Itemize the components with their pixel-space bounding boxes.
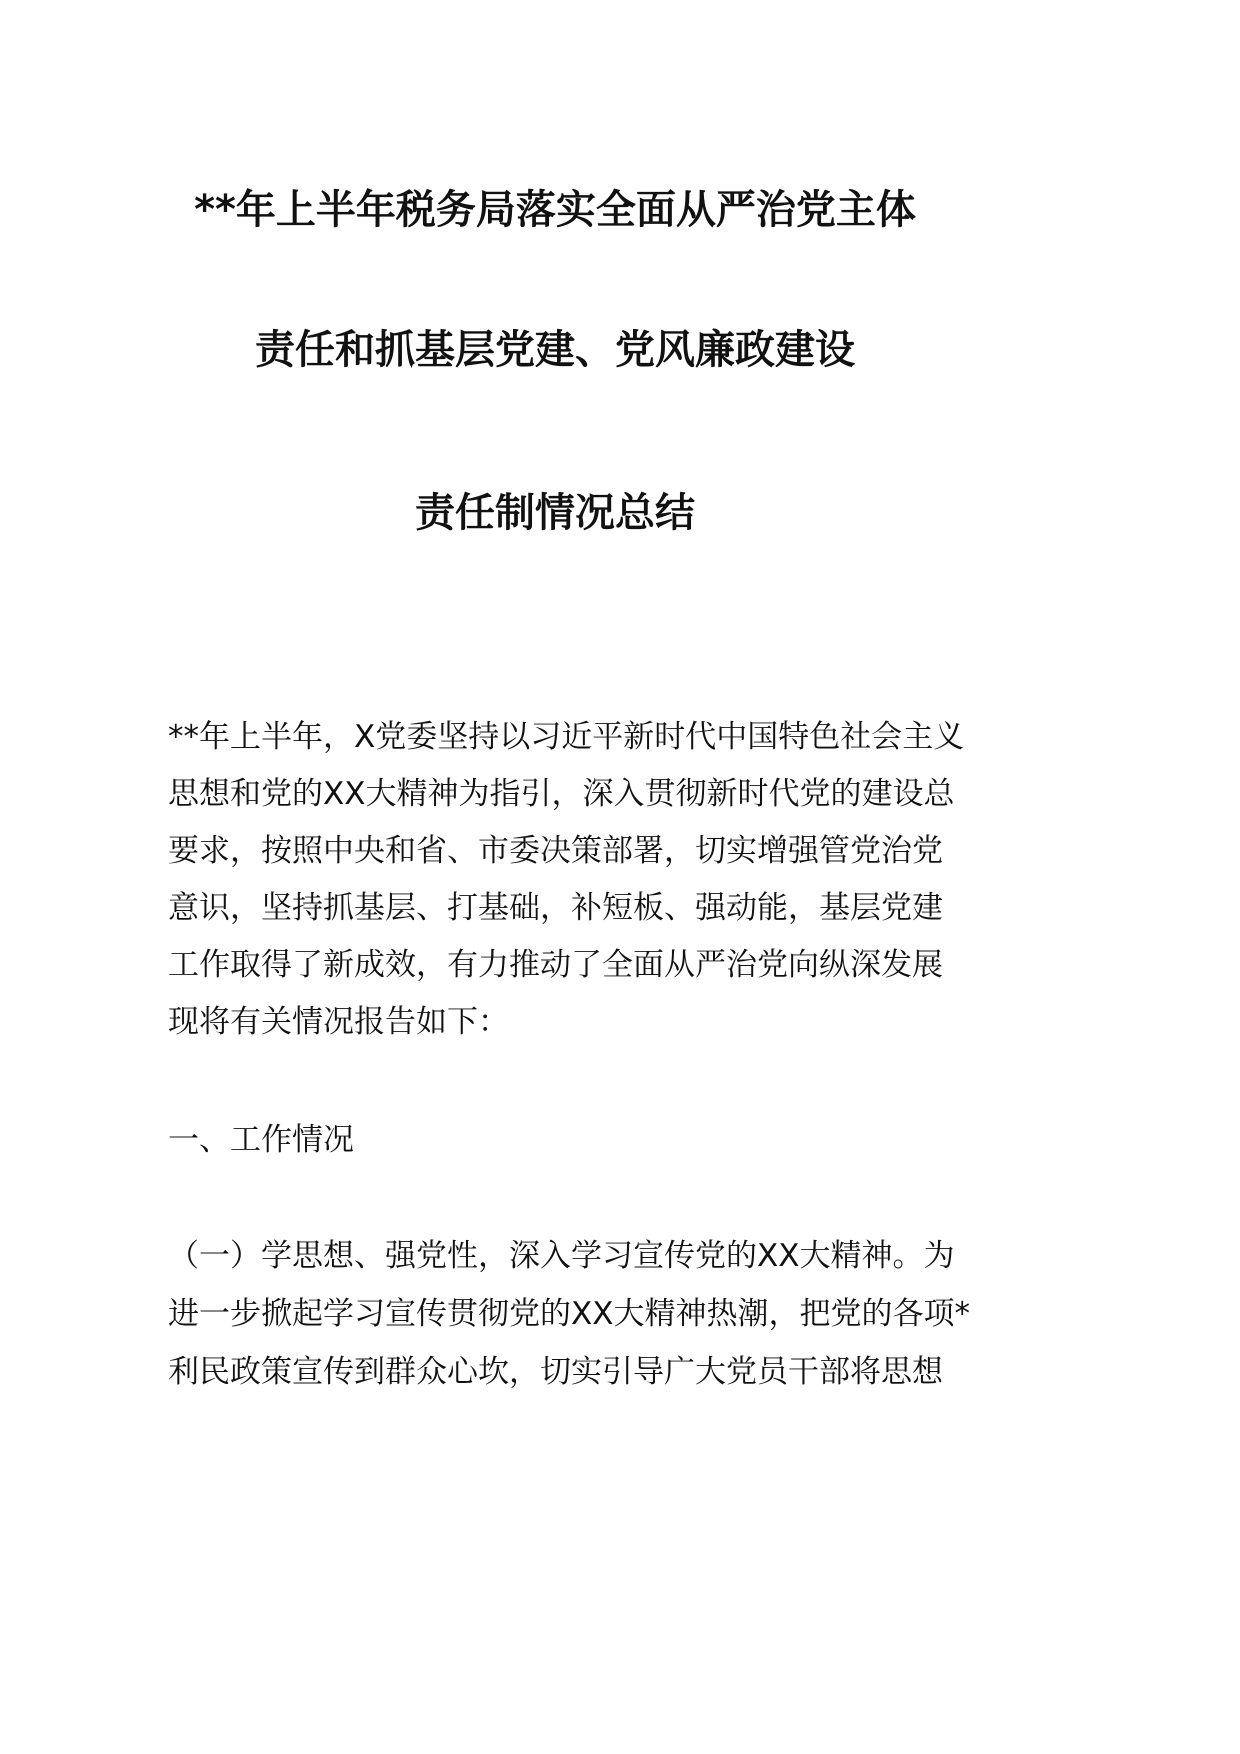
section-heading: 一、工作情况 <box>168 1122 354 1158</box>
subsection-line: （一）学思想、强党性，深入学习宣传党的XX大精神。为 <box>168 1238 955 1274</box>
intro-line: 要求，按照中央和省、市委决策部署，切实增强管党治党 <box>168 833 943 869</box>
title-line-2: 责任和抓基层党建、党风廉政建设 <box>255 327 855 373</box>
intro-line: 思想和党的XX大精神为指引，深入贯彻新时代党的建设总 <box>168 776 955 812</box>
intro-line: **年上半年，X党委坚持以习近平新时代中国特色社会主义 <box>168 719 965 755</box>
title-line-3: 责任制情况总结 <box>415 490 695 536</box>
subsection-line: 进一步掀起学习宣传贯彻党的XX大精神热潮，把党的各项* <box>168 1296 970 1332</box>
title-line-1: **年上半年税务局落实全面从严治党主体 <box>194 187 916 233</box>
intro-line: 工作取得了新成效，有力推动了全面从严治党向纵深发展 <box>168 947 943 983</box>
subsection-line: 利民政策宣传到群众心坎，切实引导广大党员干部将思想 <box>168 1354 943 1390</box>
intro-line: 现将有关情况报告如下： <box>168 1004 509 1040</box>
intro-line: 意识，坚持抓基层、打基础，补短板、强动能，基层党建 <box>168 890 943 926</box>
